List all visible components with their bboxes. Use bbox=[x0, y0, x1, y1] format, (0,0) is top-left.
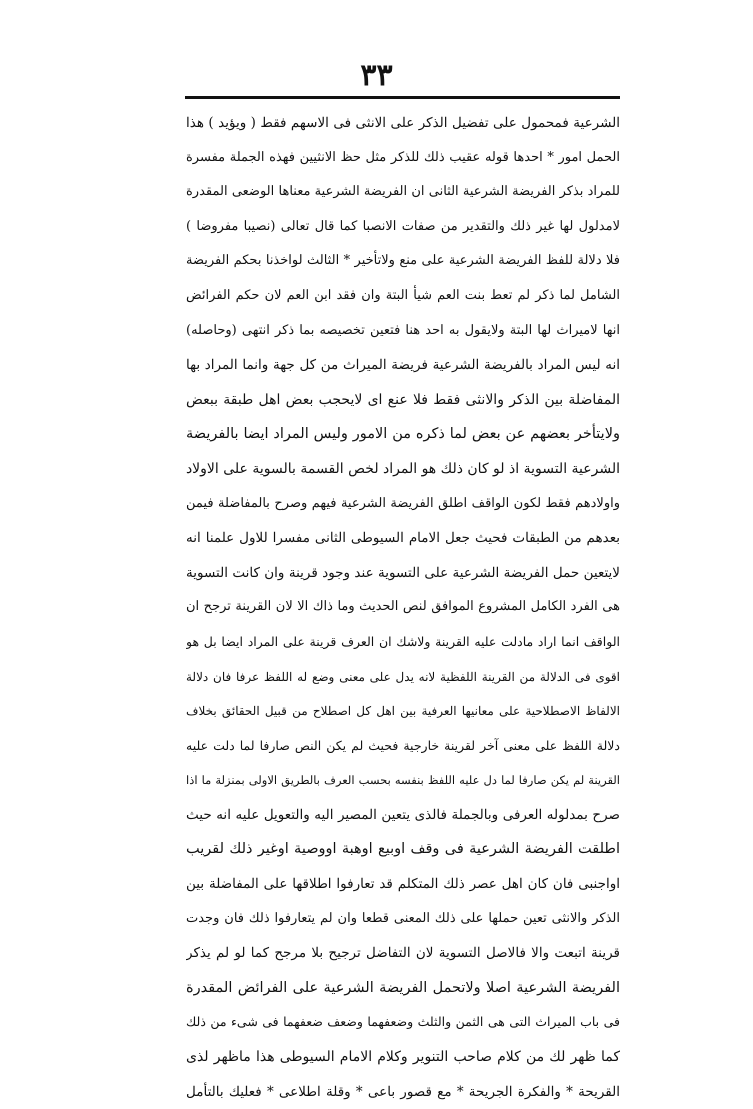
page-number: ٣٣ bbox=[360, 58, 393, 93]
text-line: صرح بمدلوله العرفى وبالجملة فالذى يتعين المصير اليه والتعويل عليه انه حيث bbox=[186, 806, 620, 823]
text-line: لايتعين حمل الفريضة الشرعية على التسوية عند وجود قرينة وان كانت التسوية bbox=[186, 564, 620, 581]
text-line: الشرعية التسوية اذ لو كان ذلك هو المراد لخص القسمة بالسوية على الاولاد bbox=[186, 460, 620, 477]
text-line: الفريضة الشرعية اصلا ولاتحمل الفريضة الشرعية على الفرائض المقدرة bbox=[186, 979, 620, 996]
text-line: الذكر والانثى تعين حملها على ذلك المعنى قطعا وان لم يتعارفوا ذلك فان وجدت bbox=[186, 910, 620, 926]
text-line: الشرعية فمحمول على تفضيل الذكر على الانثى فى الاسهم فقط ( ويؤيد ) هذا bbox=[186, 115, 620, 131]
text-line: انه ليس المراد بالفريضة الشرعية فريضة الميراث من كل جهة وانما المراد بها bbox=[186, 357, 620, 374]
text-line: القريحة * والفكرة الجريحة * مع قصور باعى * وقلة اطلاعى * فعليك بالتأمل bbox=[186, 1083, 620, 1100]
text-line: للمراد بذكر الفريضة الشرعية الثانى ان الفريضة الشرعية معناها الوضعى المقدرة bbox=[186, 184, 620, 200]
text-line: اواجنبى فان كان اهل عصر ذلك المتكلم قد تعارفوا اطلاقها على المفاضلة بين bbox=[186, 876, 620, 893]
text-line: كما ظهر لك من كلام صاحب التنوير وكلام الامام السيوطى هذا ماظهر لذى bbox=[186, 1049, 620, 1066]
text-line: هى الفرد الكامل المشروع الموافق لنص الحديث وما ذاك الا لان القرينة ترجح ان bbox=[186, 599, 620, 615]
text-line: اقوى فى الدلالة من القرينة اللفظية لانه يدل على معنى وضع له اللفظ عرفا فان دلالة bbox=[186, 669, 620, 684]
text-line: ولايتأخر بعضهم عن بعض لما ذكره من الامور وليس المراد ايضا بالفريضة bbox=[186, 426, 620, 443]
text-line: فلا دلالة للفظ الفريضة الشرعية على منع ولاتأخير * الثالث لواخذنا بحكم الفريضة bbox=[186, 253, 620, 269]
text-line: واولادهم فقط لكون الواقف اطلق الفريضة الشرعية فيهم وصرح بالمفاضلة فيمن bbox=[186, 495, 620, 511]
text-line: القرينة لم يكن صارفا لما دل عليه اللفظ بنفسه بحسب العرف بالطريق الاولى بمنزلة ما اذا bbox=[186, 773, 620, 788]
text-line: قرينة اتبعت والا فالاصل التسوية لان التفاضل ترجيح بلا مرجح كما لو لم يذكر bbox=[186, 945, 620, 962]
text-line: بعدهم من الطبقات فحيث جعل الامام السيوطى الثانى مفسرا للاول علمنا انه bbox=[186, 530, 620, 547]
header-rule bbox=[185, 96, 620, 99]
text-line: انها لاميراث لها البتة ولايقول به احد هنا فتعين تخصيصه بما ذكر انتهى (وحاصله) bbox=[186, 322, 620, 338]
text-line: الواقف انما اراد مادلت عليه القرينة ولاشك ان العرف قرينة على المراد ايضا بل هو bbox=[186, 633, 620, 649]
text-line: دلالة اللفظ على معنى آخر لقرينة خارجية فحيث لم يكن النص صارفا لما دلت عليه bbox=[186, 737, 620, 753]
text-line: لامدلول لها غير ذلك والتقدير من صفات الانصبا كما قال تعالى (نصيبا مفروضا ) bbox=[186, 218, 620, 234]
text-line: المفاضلة بين الذكر والانثى فقط فلا عنع اى لايحجب بعض اهل طبقة ببعض bbox=[186, 391, 620, 408]
text-line: الالفاظ الاصطلاحية على معانيها العرفية بين اهل كل اصطلاح من قبيل الحقائق بخلاف bbox=[186, 704, 620, 719]
text-line: اطلقت الفريضة الشرعية فى وقف اوبيع اوهبة اووصية اوغير ذلك لقريب bbox=[186, 841, 620, 858]
body-text bbox=[186, 106, 620, 1109]
text-line: الشامل لما ذكر لم تعط بنت العم شيأ البتة وان فقد ابن العم لان حكم الفرائض bbox=[186, 287, 620, 303]
text-line: فى باب الميراث التى هى الثمن والثلث وضعفهما وضعف ضعفهما فى شىء من ذلك bbox=[186, 1014, 620, 1030]
text-line: الحمل امور * احدها قوله عقيب ذلك للذكر مثل حظ الانثيين فهذه الجملة مفسرة bbox=[186, 149, 620, 165]
